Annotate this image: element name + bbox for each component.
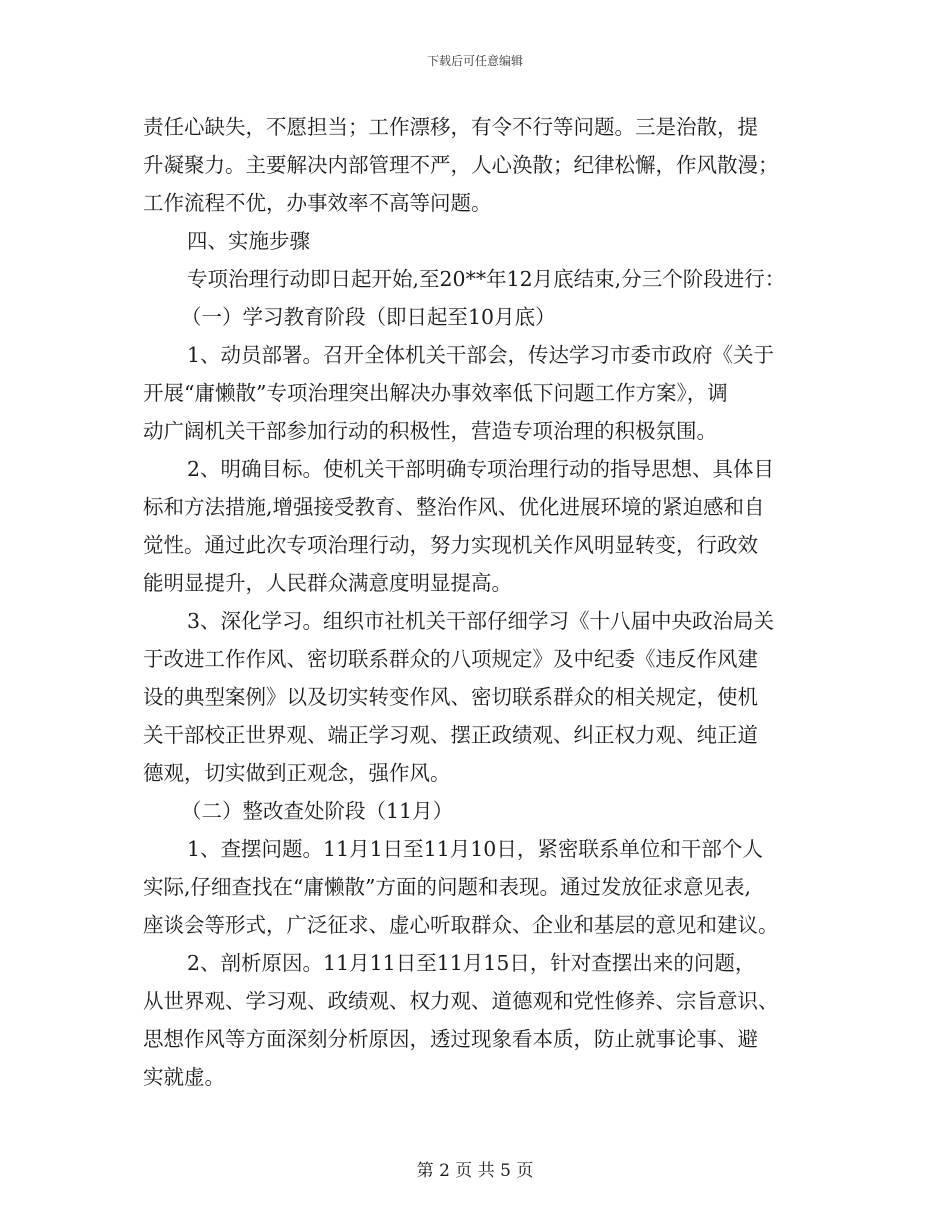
text-line: 思想作风等方面深刻分析原因，透过现象看本质，防止就事论事、避 <box>143 1027 758 1051</box>
text-line: 责任心缺失，不愿担当；工作漂移，有令不行等问题。三是治散，提 <box>143 115 758 139</box>
text-line: 1、动员部署。召开全体机关干部会，传达学习市委市政府《关于 <box>187 343 775 367</box>
text-line: 实就虚。 <box>143 1065 225 1089</box>
text-line: 觉性。通过此次专项治理行动，努力实现机关作风明显转变，行政效 <box>143 533 758 557</box>
text-line: （二）整改查处阶段（11月） <box>181 799 454 823</box>
text-line: 1、查摆问题。11月1日至11月10日，紧密联系单位和干部个人 <box>187 837 763 861</box>
text-line: 从世界观、学习观、政绩观、权力观、道德观和党性修养、宗旨意识、 <box>143 989 779 1013</box>
page-number: 第 2 页 共 5 页 <box>416 1161 534 1181</box>
text-line: 3、深化学习。组织市社机关干部仔细学习《十八届中央政治局关 <box>187 609 775 633</box>
text-line: 工作流程不优，办事效率不高等问题。 <box>143 191 492 215</box>
text-line: 升凝聚力。主要解决内部管理不严，人心涣散；纪律松懈，作风散漫； <box>143 153 779 177</box>
text-line: 设的典型案例》以及切实转变作风、密切联系群众的相关规定，使机 <box>143 685 758 709</box>
text-line: 关干部校正世界观、端正学习观、摆正政绩观、纠正权力观、纯正道 <box>143 723 758 747</box>
text-line: 开展“庸懒散”专项治理突出解决办事效率低下问题工作方案》，调 <box>143 381 728 405</box>
page-header: 下载后可任意编辑 <box>426 54 523 68</box>
text-line: （一）学习教育阶段（即日起至10月底） <box>181 305 556 329</box>
text-line: 能明显提升，人民群众满意度明显提高。 <box>143 571 512 595</box>
text-line: 专项治理行动即日起开始,至20**年12月底结束,分三个阶段进行： <box>187 267 786 291</box>
text-line: 标和方法措施,增强接受教育、整治作风、优化进展环境的紧迫感和自 <box>143 495 765 519</box>
text-line: 2、明确目标。使机关干部明确专项治理行动的指导思想、具体目 <box>187 457 775 481</box>
text-line: 于改进工作作风、密切联系群众的八项规定》及中纪委《违反作风建 <box>143 647 758 671</box>
text-line: 德观，切实做到正观念，强作风。 <box>143 761 451 785</box>
text-line: 动广阔机关干部参加行动的积极性，营造专项治理的积极氛围。 <box>143 419 717 443</box>
document-body <box>143 108 823 1096</box>
text-line: 座谈会等形式，广泛征求、虚心听取群众、企业和基层的意见和建议。 <box>143 913 779 937</box>
text-line: 2、剖析原因。11月11日至11月15日，针对查摆出来的问题， <box>187 951 756 975</box>
text-line: 实际,仔细查找在“庸懒散”方面的问题和表现。通过发放征求意见表, <box>143 875 751 899</box>
text-line: 四、实施步骤 <box>187 229 310 253</box>
